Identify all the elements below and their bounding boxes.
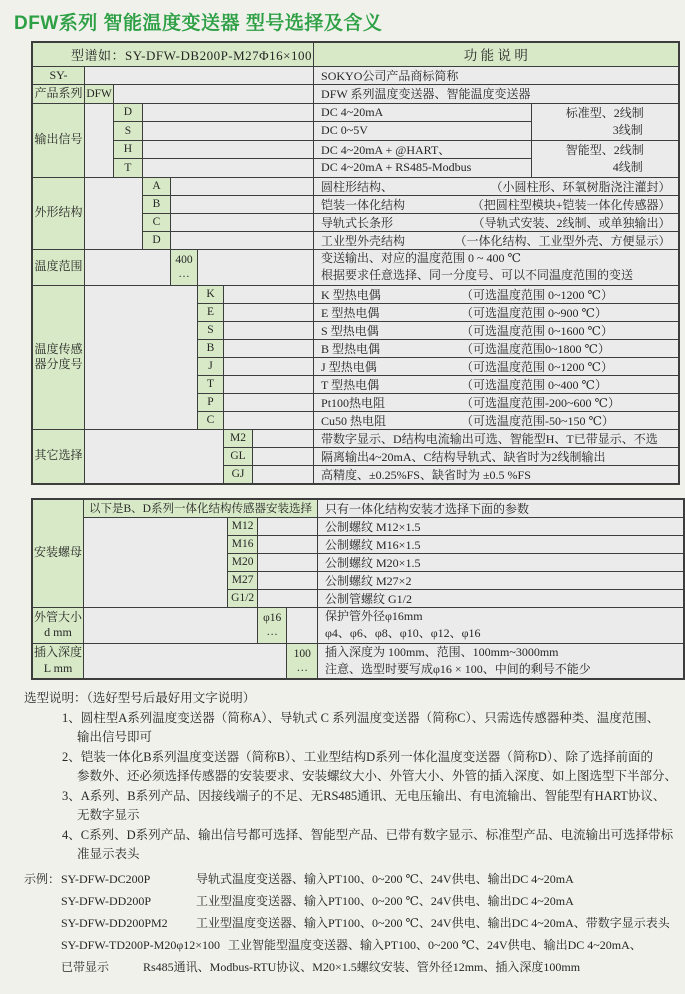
model-code-cell: C bbox=[197, 411, 224, 429]
model-code-cell: S bbox=[197, 321, 224, 339]
function-desc-cell: DC 4~20mA bbox=[314, 103, 532, 122]
model-code-cell: GJ bbox=[224, 465, 253, 484]
spacer-cell bbox=[197, 249, 313, 285]
function-desc-cell: 公制螺纹 M12×1.5 bbox=[318, 517, 685, 535]
model-code-cell: K bbox=[197, 285, 224, 303]
function-desc-cell: SOKYO公司产品商标简称 bbox=[314, 66, 679, 85]
model-code-cell: M20 bbox=[228, 553, 258, 571]
spacer-cell bbox=[171, 195, 314, 213]
function-desc-cell: T 型热电偶 （可选温度范围 0~400 ℃） bbox=[314, 375, 679, 393]
note-line: 3、A系列、B系列产品、因接线端子的不足、无RS485通讯、无电压输出、有电流输出、智能型有HART协议、 bbox=[62, 788, 666, 803]
example-label bbox=[24, 890, 61, 912]
section-label: 外管大小 d mm bbox=[32, 607, 84, 643]
section-label: 插入深度 L mm bbox=[32, 643, 84, 679]
spacer-cell bbox=[142, 140, 313, 159]
note-line: 准显示表头 bbox=[77, 847, 140, 862]
channel-cell bbox=[85, 249, 171, 285]
function-desc-cell: 带数字显示、D结构电流输出可选、智能型H、T已带显示、不选 bbox=[314, 429, 679, 447]
example-desc: 工业型温度变送器、输入PT100、0~200 ℃、24V供电、输出DC 4~20mA bbox=[196, 893, 574, 908]
model-code-cell: φ16 … bbox=[257, 607, 287, 643]
band-note-cell: 以下是B、D系列一体化结构传感器安装选择 bbox=[84, 499, 318, 518]
spacer-cell bbox=[224, 285, 314, 303]
example-model-code: SY-DFW-TD200P-M20φ12×100 bbox=[61, 937, 221, 952]
model-code-cell: GL bbox=[224, 447, 253, 465]
note-line: 参数外、还必须选择传感器的安装要求、安装螺纹大小、外管大小、外管的插入深度、如上图选型下半部分、 bbox=[77, 769, 678, 784]
example-row bbox=[24, 890, 685, 912]
selection-notes bbox=[24, 689, 685, 865]
section-label: 温度传感 器分度号 bbox=[32, 285, 85, 429]
spacer-cell bbox=[224, 375, 314, 393]
function-desc-cell: DC 4~20mA + @HART、 bbox=[314, 140, 532, 159]
example-model-code: 已带显示 bbox=[61, 959, 110, 974]
spacer-cell bbox=[252, 465, 313, 484]
section-label: 安装螺母 bbox=[32, 499, 84, 608]
function-desc-cell: 只有一体化结构安装才选择下面的参数 bbox=[318, 499, 685, 518]
example-label bbox=[24, 934, 61, 956]
model-selection-table bbox=[31, 41, 680, 485]
model-code-cell: B bbox=[197, 339, 224, 357]
function-desc-cell: DFW 系列温度变送器、智能温度变送器 bbox=[314, 85, 679, 104]
model-code-cell: S bbox=[114, 122, 143, 141]
example-label bbox=[24, 956, 61, 978]
spacer-cell bbox=[257, 571, 317, 589]
spacer-cell bbox=[252, 447, 313, 465]
function-desc-cell: E 型热电偶 （可选温度范围 0~900 ℃） bbox=[314, 303, 679, 321]
example-desc: 导轨式温度变送器、输入PT100、0~200 ℃、24V供电、输出DC 4~20mA bbox=[196, 871, 574, 886]
channel-cell bbox=[85, 285, 198, 429]
model-code-cell: 100 … bbox=[287, 643, 318, 679]
page-title: DFW系列 智能温度变送器 型号选择及含义 bbox=[14, 13, 383, 34]
function-desc-cell: 保护管外径φ16mm φ4、φ6、φ8、φ10、φ12、φ16 bbox=[318, 607, 685, 643]
section-label: 输出信号 bbox=[32, 103, 85, 177]
function-desc-cell: 工业型外壳结构 （一体化结构、工业型外壳、方便显示） bbox=[314, 231, 679, 249]
function-desc-cell: Cu50 热电阻 （可选温度范围-50~150 ℃） bbox=[314, 411, 679, 429]
note-line: 4、C系列、D系列产品、输出信号都可选择、智能型产品、已带有数字显示、标准型产品、电流输出可选择带标 bbox=[62, 827, 674, 842]
function-desc-cell: 公制管螺纹 G1/2 bbox=[318, 589, 685, 607]
model-code-cell: 400 … bbox=[171, 249, 198, 285]
example-desc: 工业型温度变送器、输入PT100、0~200 ℃、24V供电、输出DC 4~20mA、带数字显示表头 bbox=[196, 915, 670, 930]
spacer-cell bbox=[252, 429, 313, 447]
model-code-cell: G1/2 bbox=[228, 589, 258, 607]
spacer-cell bbox=[257, 535, 317, 553]
example-row bbox=[24, 868, 685, 890]
function-desc-cell: J 型热电偶 （可选温度范围 0~1200 ℃） bbox=[314, 357, 679, 375]
function-desc-cell: 高精度、±0.25%FS、缺省时为 ±0.5 %FS bbox=[314, 465, 679, 484]
spacer-cell bbox=[114, 85, 314, 104]
model-code-cell: J bbox=[197, 357, 224, 375]
model-code-cell: M2 bbox=[224, 429, 253, 447]
model-code-cell: D bbox=[142, 231, 171, 249]
note-line: 2、铠装一体化B系列温度变送器（简称B）、工业型结构D系列一体化温度变送器（简称D）、除了选择前面的 bbox=[62, 749, 653, 764]
model-code-cell: C bbox=[142, 213, 171, 231]
function-desc-cell: DC 4~20mA + RS485-Modbus bbox=[314, 159, 532, 178]
spacer-cell bbox=[142, 103, 313, 122]
spacer-cell bbox=[257, 553, 317, 571]
spacer-cell bbox=[224, 393, 314, 411]
spacer-cell bbox=[224, 321, 314, 339]
spacer-cell bbox=[171, 231, 314, 249]
model-code-cell: H bbox=[114, 140, 143, 159]
spacer-cell bbox=[224, 303, 314, 321]
section-label: SY- bbox=[32, 66, 85, 85]
spacer-cell bbox=[257, 517, 317, 535]
model-code-cell: B bbox=[142, 195, 171, 213]
function-desc-cell: DC 0~5V bbox=[314, 122, 532, 141]
function-desc-cell: 插入深度为 100mm、范围、100mm~3000mm 注意、选型时要写成φ16 × 100、中间的剩号不能少 bbox=[318, 643, 685, 679]
channel-cell bbox=[84, 607, 258, 643]
model-code-cell: D bbox=[114, 103, 143, 122]
example-label: 示例： bbox=[24, 871, 61, 886]
function-desc-cell: 公制螺纹 M20×1.5 bbox=[318, 553, 685, 571]
model-code-cell: M16 bbox=[228, 535, 258, 553]
function-desc-cell: 铠装一体化结构 （把圆柱型模块+铠装一体化传感器） bbox=[314, 195, 679, 213]
spacer-cell bbox=[224, 411, 314, 429]
wire-type-cell: 标准型、2线制 3线制 bbox=[532, 103, 679, 140]
example-model-code: SY-DFW-DD200PM2 bbox=[61, 915, 168, 930]
channel-cell bbox=[85, 66, 314, 85]
note-line: 输出信号即可 bbox=[77, 730, 153, 745]
function-desc-cell: 变送输出、对应的温度范围 0 ~ 400 ℃ 根据要求任意选择、同一分度号、可以不同温度范围的变送 bbox=[314, 249, 679, 285]
example-model-code: SY-DFW-DC200P bbox=[61, 871, 151, 886]
model-code-cell: P bbox=[197, 393, 224, 411]
example-model-code: SY-DFW-DD200P bbox=[61, 893, 152, 908]
model-code-cell: M12 bbox=[228, 517, 258, 535]
model-code-cell: T bbox=[197, 375, 224, 393]
channel-cell bbox=[84, 643, 287, 679]
model-code-cell: DFW bbox=[85, 85, 114, 104]
function-desc-cell: 公制螺纹 M16×1.5 bbox=[318, 535, 685, 553]
example-desc: 工业智能型温度变送器、输入PT100、0~200 ℃、24V供电、输出DC 4~20mA、 bbox=[228, 937, 642, 952]
function-header: 功 能 说 明 bbox=[314, 42, 679, 66]
spacer-cell bbox=[257, 589, 317, 607]
spacer-cell bbox=[287, 607, 318, 643]
channel-cell bbox=[85, 429, 224, 484]
spacer-cell bbox=[224, 357, 314, 375]
example-row bbox=[24, 956, 685, 978]
mounting-selection-table bbox=[31, 498, 685, 681]
note-line: 1、圆柱型A系列温度变送器（简称A）、导轨式 C 系列温度变送器（简称C）、只需选传感器种类、温度范围、 bbox=[62, 710, 660, 725]
example-desc: Rs485通讯、Modbus-RTU协议、M20×1.5螺纹安装、管外径12mm、插入深度100mm bbox=[143, 959, 581, 974]
function-desc-cell: Pt100热电阻 （可选温度范围-200~600 ℃） bbox=[314, 393, 679, 411]
section-label: 其它选择 bbox=[32, 429, 85, 484]
wire-type-cell: 智能型、2线制 4线制 bbox=[532, 140, 679, 177]
example-row bbox=[24, 934, 685, 956]
function-desc-cell: B 型热电偶 （可选温度范围0~1800 ℃） bbox=[314, 339, 679, 357]
function-desc-cell: 隔离输出4~20mA、C结构导轨式、缺省时为2线制输出 bbox=[314, 447, 679, 465]
spacer-cell bbox=[171, 213, 314, 231]
function-desc-cell: K 型热电偶 （可选温度范围 0~1200 ℃） bbox=[314, 285, 679, 303]
spacer-cell bbox=[142, 122, 313, 141]
section-label: 外形结构 bbox=[32, 177, 85, 249]
model-code-cell: A bbox=[142, 177, 171, 195]
function-desc-cell: S 型热电偶 （可选温度范围 0~1600 ℃） bbox=[314, 321, 679, 339]
note-line: 选型说明：（选好型号后最好用文字说明） bbox=[24, 691, 256, 706]
model-examples bbox=[24, 868, 685, 978]
channel-cell bbox=[85, 177, 143, 249]
function-desc-cell: 导轨式长条形 （导轨式安装、2线制、或单独输出） bbox=[314, 213, 679, 231]
model-pattern-header: 型谱如：SY-DFW-DB200P-M27Φ16×100 bbox=[32, 42, 314, 66]
spacer-cell bbox=[224, 339, 314, 357]
model-code-cell: E bbox=[197, 303, 224, 321]
function-desc-cell: 圆柱形结构、 （小圆柱形、环氧树脂浇注灌封） bbox=[314, 177, 679, 195]
function-desc-cell: 公制螺纹 M27×2 bbox=[318, 571, 685, 589]
channel-cell bbox=[84, 517, 228, 607]
channel-cell bbox=[85, 103, 114, 177]
note-line: 无数字显示 bbox=[77, 808, 140, 823]
example-label bbox=[24, 912, 61, 934]
section-label: 温度范围 bbox=[32, 249, 85, 285]
model-code-cell: M27 bbox=[228, 571, 258, 589]
example-row bbox=[24, 912, 685, 934]
model-code-cell: T bbox=[114, 159, 143, 178]
spacer-cell bbox=[171, 177, 314, 195]
section-label: 产品系列 bbox=[32, 85, 85, 104]
spacer-cell bbox=[142, 159, 313, 178]
